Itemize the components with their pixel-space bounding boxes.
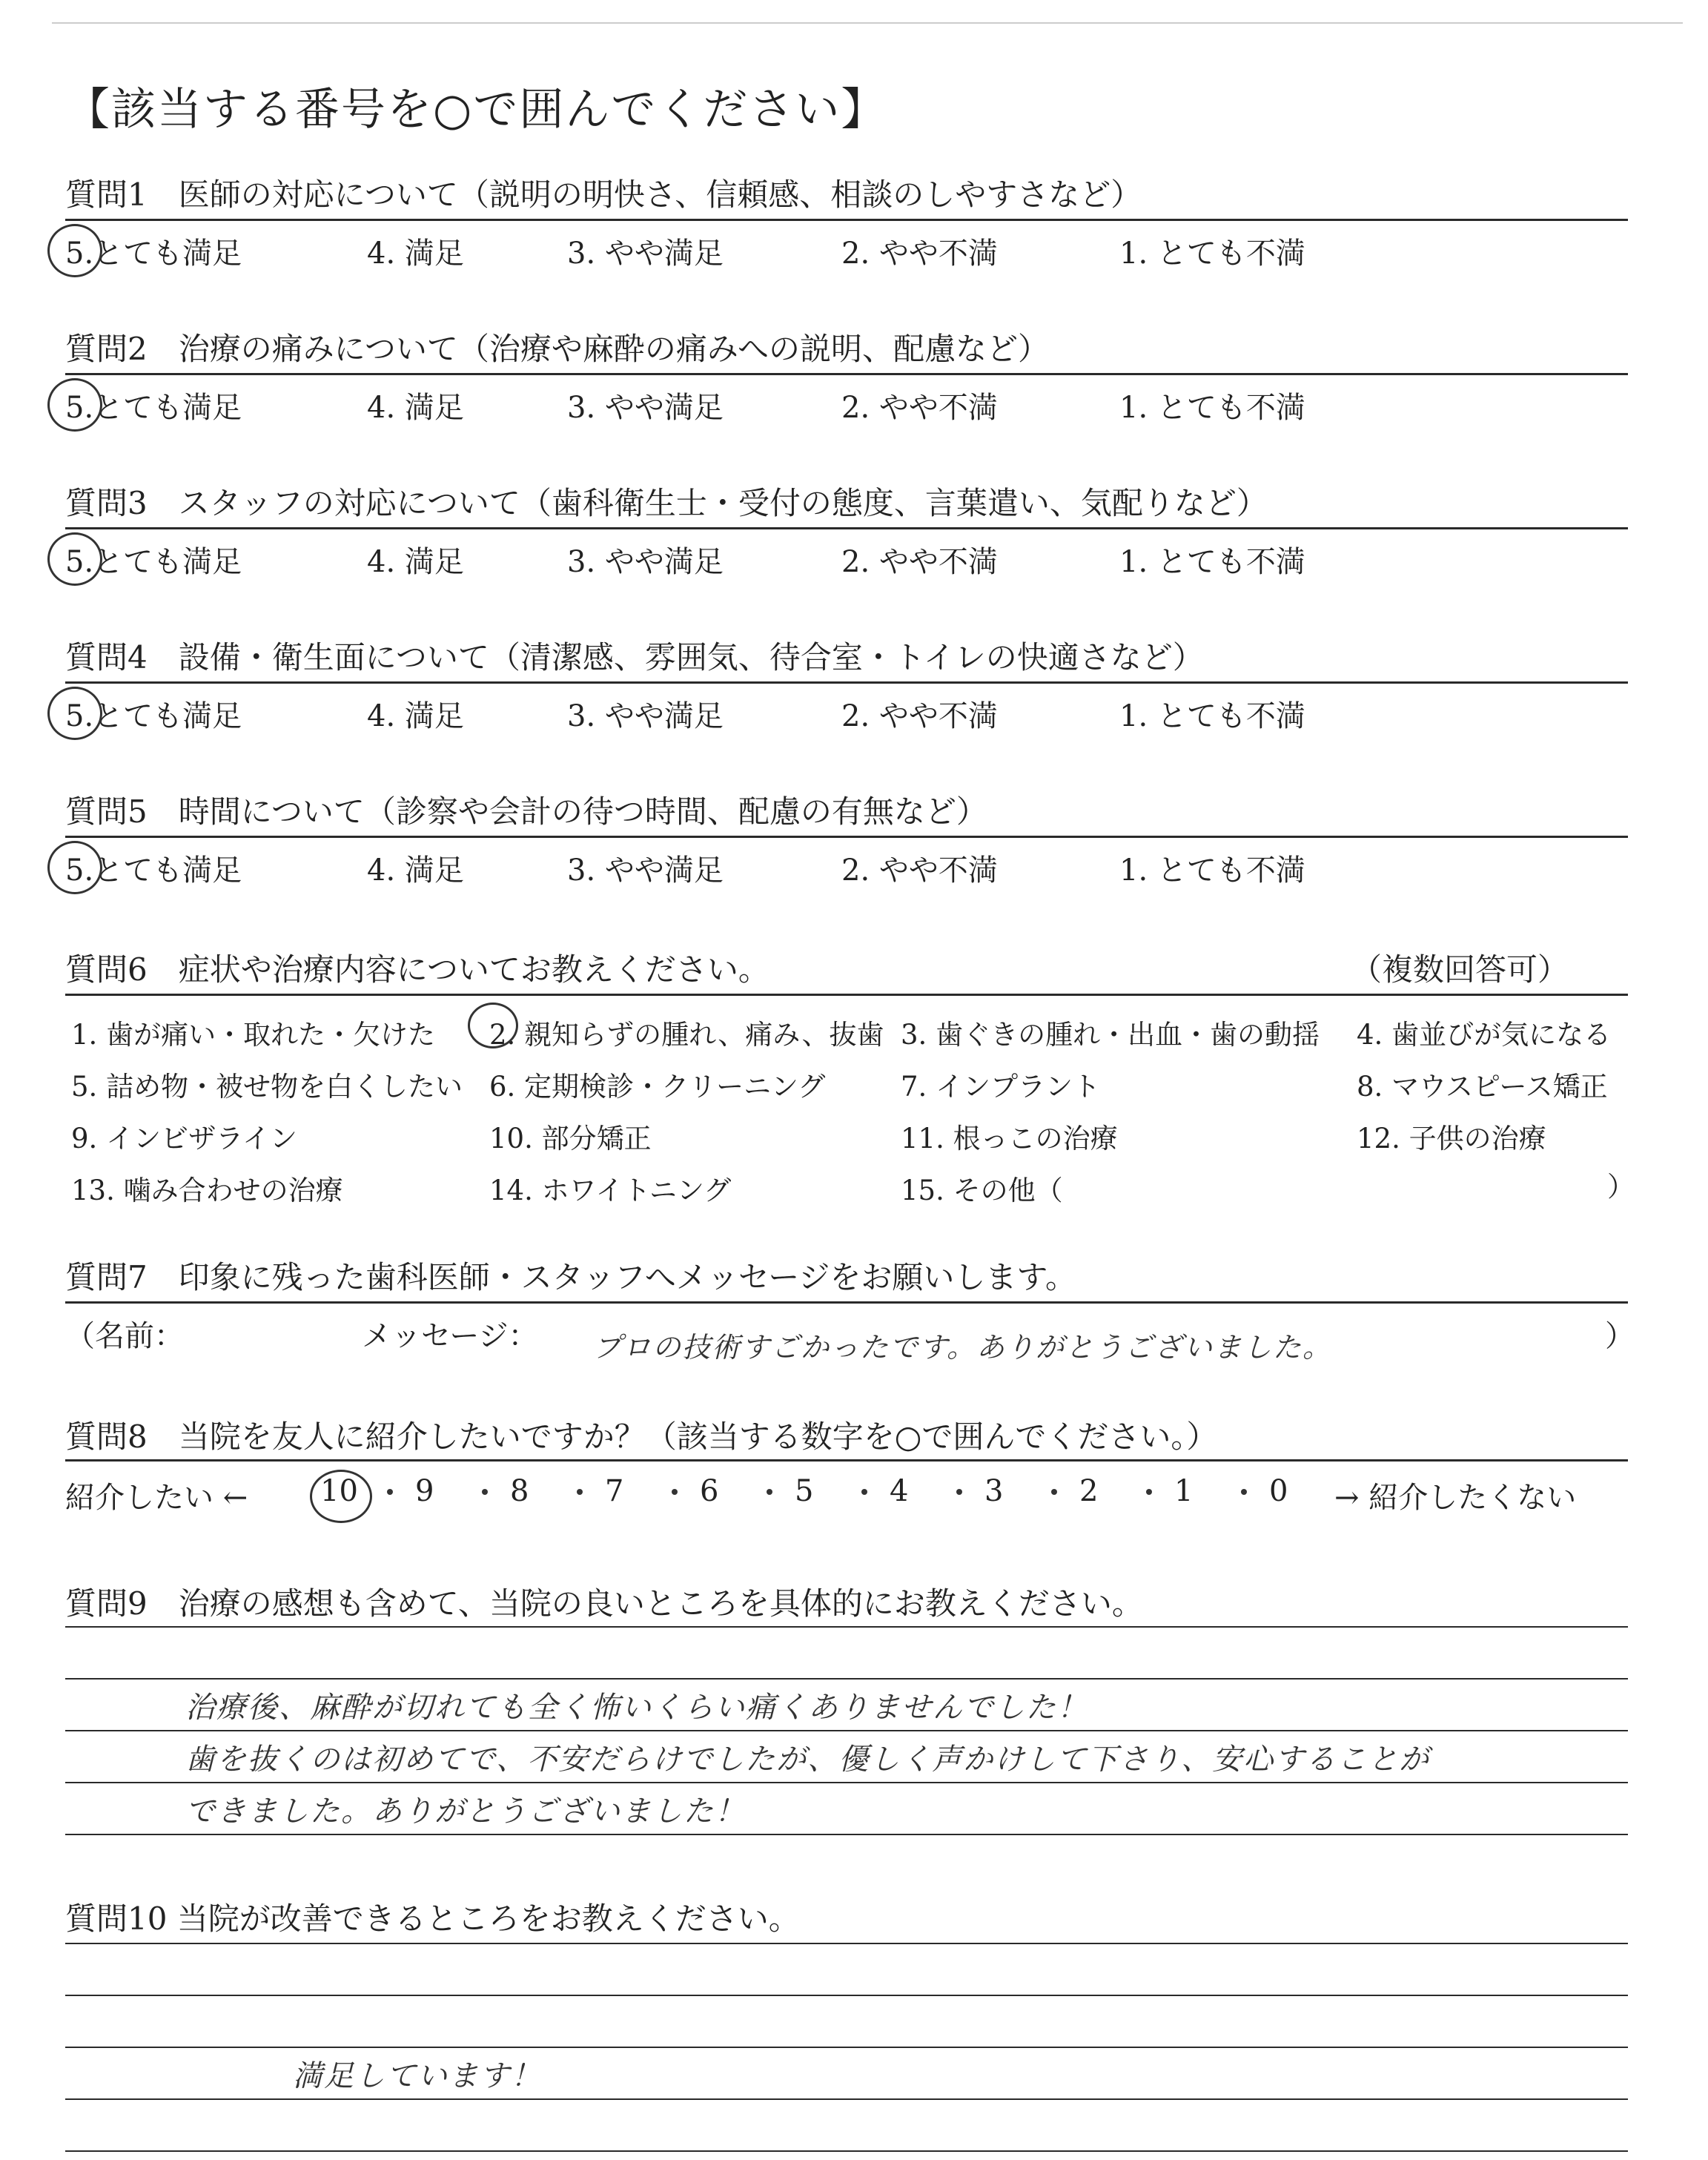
q8-separator-dot	[672, 1489, 678, 1495]
q8-number-9[interactable]: 9	[415, 1474, 434, 1508]
q6-option-14[interactable]: 14. ホワイトニング	[489, 1175, 732, 1206]
q6-option-12[interactable]: 12. 子供の治療	[1357, 1123, 1546, 1155]
q8-separator-dot	[767, 1489, 772, 1495]
q6-option-8[interactable]: 8. マウスピース矯正	[1357, 1071, 1608, 1103]
q1-title: 質問1 医師の対応について（説明の明快さ、信頼感、相談のしやすさなど）	[65, 176, 1142, 213]
q2-option-2[interactable]: 2. やや不満	[841, 391, 998, 425]
q2-title: 質問2 治療の痛みについて（治療や麻酔の痛みへの説明、配慮など）	[65, 331, 1050, 367]
q2-selection-circle	[47, 378, 102, 432]
q8-number-1[interactable]: 1	[1174, 1474, 1194, 1508]
q5-rule	[65, 836, 1628, 838]
q6-option-10[interactable]: 10. 部分矯正	[489, 1123, 652, 1155]
q8-separator-dot	[387, 1489, 393, 1495]
q7-close-paren: ）	[1605, 1319, 1635, 1353]
q8-separator-dot	[1241, 1489, 1247, 1495]
q2-option-5[interactable]: 5.とても満足	[65, 391, 242, 425]
q6-option-4[interactable]: 4. 歯並びが気になる	[1357, 1019, 1612, 1051]
q8-number-2[interactable]: 2	[1079, 1474, 1099, 1508]
q9-title: 質問9 治療の感想も含めて、当院の良いところを具体的にお教えください。	[65, 1585, 1143, 1622]
q8-separator-dot	[577, 1489, 583, 1495]
q1-selection-circle	[47, 224, 102, 277]
q9-line	[65, 1834, 1628, 1835]
q8-number-0[interactable]: 0	[1269, 1474, 1288, 1508]
q9-line	[65, 1730, 1628, 1731]
q5-option-1[interactable]: 1. とても不満	[1119, 853, 1305, 888]
q4-option-1[interactable]: 1. とても不満	[1119, 699, 1305, 733]
q8-separator-dot	[1051, 1489, 1057, 1495]
q6-option-2[interactable]: 2. 親知らずの腫れ、痛み、抜歯	[489, 1019, 884, 1051]
q4-selection-circle	[47, 687, 102, 740]
q1-option-3[interactable]: 3. やや満足	[567, 237, 724, 271]
q10-line	[65, 2098, 1628, 2100]
q3-option-1[interactable]: 1. とても不満	[1119, 545, 1305, 579]
q8-rule	[65, 1459, 1628, 1462]
q3-selection-circle	[47, 532, 102, 586]
q6-option-9[interactable]: 9. インビザライン	[71, 1123, 297, 1155]
q3-title: 質問3 スタッフの対応について（歯科衛生士・受付の態度、言葉遣い、気配りなど）	[65, 485, 1268, 521]
q6-option-1[interactable]: 1. 歯が痛い・取れた・欠けた	[71, 1019, 436, 1051]
q9-handwritten-1: 治療後、麻酔が切れても全く怖いくらい痛くありませんでした！	[185, 1691, 1088, 1725]
q1-option-1[interactable]: 1. とても不満	[1119, 237, 1305, 271]
q10-line	[65, 1943, 1628, 1944]
q1-option-2[interactable]: 2. やや不満	[841, 237, 998, 271]
q8-number-8[interactable]: 8	[510, 1474, 529, 1508]
q7-title: 質問7 印象に残った歯科医師・スタッフへメッセージをお願いします。	[65, 1259, 1077, 1295]
q9-handwritten-3: できました。ありがとうございました！	[185, 1794, 746, 1829]
q8-right-label: → 紹介したくない	[1334, 1481, 1577, 1515]
q5-selection-circle	[47, 841, 102, 894]
q9-line	[65, 1782, 1628, 1783]
q8-number-10[interactable]: 10	[320, 1474, 358, 1508]
q10-handwritten-1: 満足しています！	[293, 2059, 542, 2093]
q5-option-4[interactable]: 4. 満足	[367, 853, 464, 888]
q7-name-label: （名前：	[65, 1319, 184, 1353]
q8-separator-dot	[482, 1489, 488, 1495]
q7-message-label: メッセージ：	[362, 1319, 538, 1353]
q4-rule	[65, 681, 1628, 684]
q8-separator-dot	[861, 1489, 867, 1495]
q6-option-11[interactable]: 11. 根っこの治療	[901, 1123, 1118, 1155]
q8-number-5[interactable]: 5	[795, 1474, 814, 1508]
q7-rule	[65, 1301, 1628, 1304]
q8-separator-dot	[956, 1489, 962, 1495]
q1-option-5[interactable]: 5.とても満足	[65, 237, 242, 271]
q8-number-6[interactable]: 6	[700, 1474, 719, 1508]
q6-option-6[interactable]: 6. 定期検診・クリーニング	[489, 1071, 826, 1103]
q9-line	[65, 1678, 1628, 1680]
q9-line	[65, 1626, 1628, 1628]
q4-option-4[interactable]: 4. 満足	[367, 699, 464, 733]
q4-option-3[interactable]: 3. やや満足	[567, 699, 724, 733]
q4-option-5[interactable]: 5.とても満足	[65, 699, 242, 733]
q7-message-handwritten: プロの技術すごかったです。ありがとうございました。	[593, 1331, 1332, 1364]
q8-left-label: 紹介したい ←	[65, 1481, 248, 1515]
q1-option-4[interactable]: 4. 満足	[367, 237, 464, 271]
q8-title: 質問8 当院を友人に紹介したいですか？（該当する数字を○で囲んでください。）	[65, 1418, 1218, 1455]
q2-option-1[interactable]: 1. とても不満	[1119, 391, 1305, 425]
q10-line	[65, 1995, 1628, 1996]
q5-title: 質問5 時間について（診察や会計の待つ時間、配慮の有無など）	[65, 793, 987, 830]
q5-option-3[interactable]: 3. やや満足	[567, 853, 724, 888]
q3-option-5[interactable]: 5.とても満足	[65, 545, 242, 579]
q6-option-3[interactable]: 3. 歯ぐきの腫れ・出血・歯の動揺	[901, 1019, 1320, 1051]
q6-option-7[interactable]: 7. インプラント	[901, 1071, 1101, 1103]
q2-rule	[65, 373, 1628, 375]
q3-option-3[interactable]: 3. やや満足	[567, 545, 724, 579]
q2-option-4[interactable]: 4. 満足	[367, 391, 464, 425]
q6-selection-circle	[468, 1003, 518, 1048]
q6-option-15[interactable]: 15. その他（	[901, 1175, 1063, 1206]
q4-option-2[interactable]: 2. やや不満	[841, 699, 998, 733]
instruction-heading: 【該当する番号を○で囲んでください】	[65, 84, 887, 136]
q8-separator-dot	[1146, 1489, 1152, 1495]
q8-selection-circle	[310, 1470, 372, 1523]
q8-number-7[interactable]: 7	[605, 1474, 624, 1508]
q6-rule	[65, 994, 1628, 996]
q4-title: 質問4 設備・衛生面について（清潔感、雰囲気、待合室・トイレの快適さなど）	[65, 639, 1204, 676]
q6-option-13[interactable]: 13. 噛み合わせの治療	[71, 1175, 343, 1206]
q10-title: 質問10 当院が改善できるところをお教えください。	[65, 1900, 800, 1937]
q10-line	[65, 2047, 1628, 2048]
q3-rule	[65, 527, 1628, 529]
q6-option-5[interactable]: 5. 詰め物・被せ物を白くしたい	[71, 1071, 463, 1103]
q9-handwritten-2: 歯を抜くのは初めてで、不安だらけでしたが、優しく声かけして下さり、安心することが	[185, 1743, 1431, 1777]
q3-option-2[interactable]: 2. やや不満	[841, 545, 998, 579]
q6-note: （複数回答可）	[1351, 951, 1569, 988]
q5-option-5[interactable]: 5.とても満足	[65, 853, 242, 888]
top-border	[52, 22, 1683, 24]
q8-number-3[interactable]: 3	[984, 1474, 1004, 1508]
q6-close-paren: ）	[1607, 1171, 1635, 1203]
q3-option-4[interactable]: 4. 満足	[367, 545, 464, 579]
q5-option-2[interactable]: 2. やや不満	[841, 853, 998, 888]
q2-option-3[interactable]: 3. やや満足	[567, 391, 724, 425]
q10-line	[65, 2150, 1628, 2152]
q6-title: 質問6 症状や治療内容についてお教えください。	[65, 951, 769, 988]
q8-number-4[interactable]: 4	[890, 1474, 909, 1508]
q1-rule	[65, 219, 1628, 221]
